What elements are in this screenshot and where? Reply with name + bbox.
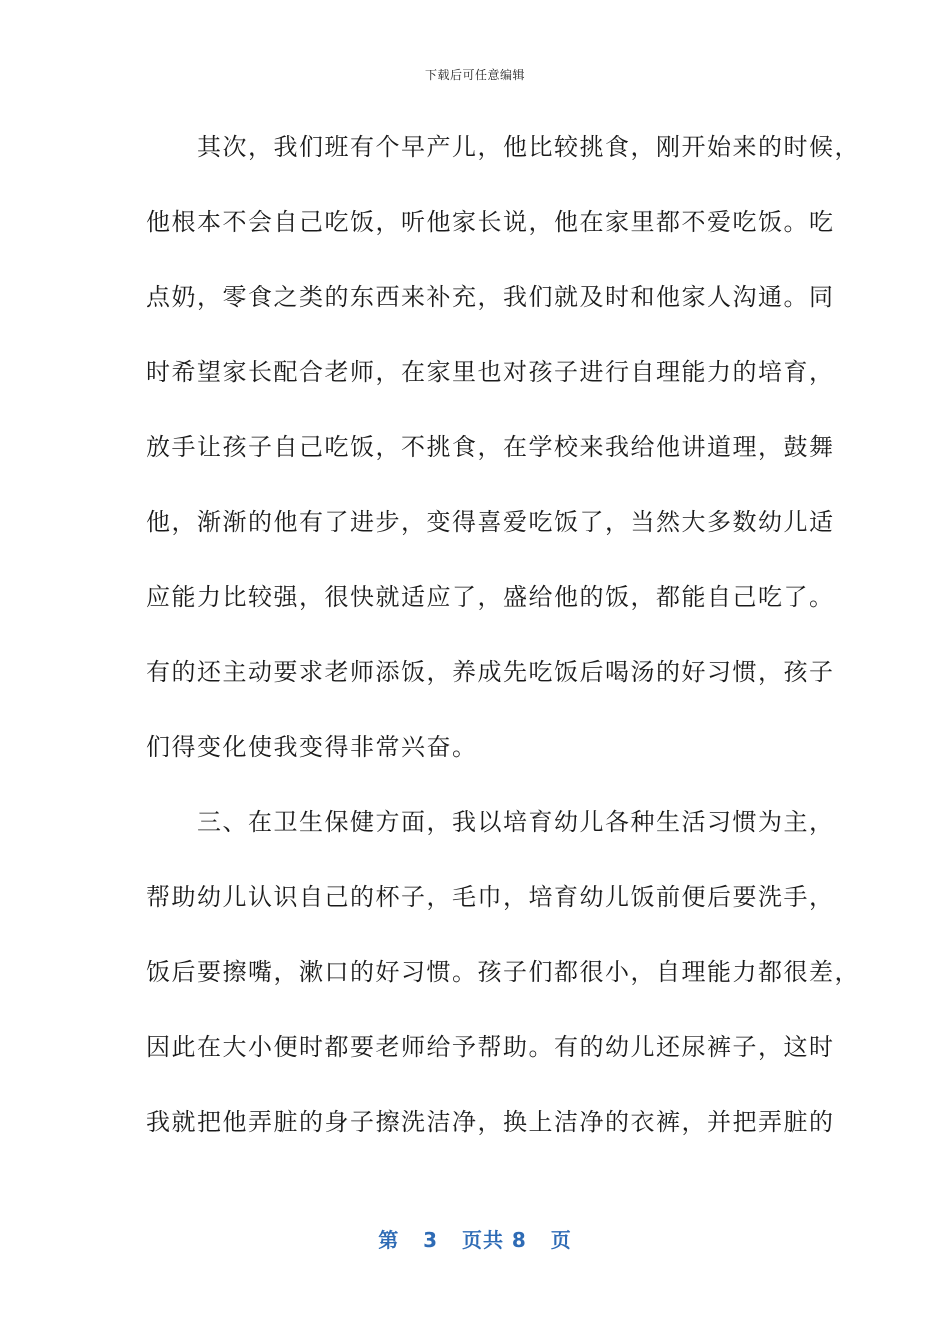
current-page-number: 3 [423, 1228, 439, 1252]
text-line: 放手让孩子自己吃饭，不挑食，在学校来我给他讲道理，鼓舞 [146, 433, 835, 461]
text-line: 三、在卫生保健方面，我以培育幼儿各种生活习惯为主， [146, 808, 835, 836]
text-line: 饭后要擦嘴，漱口的好习惯。孩子们都很小，自理能力都很差， [146, 958, 860, 986]
text-line: 有的还主动要求老师添饭，养成先吃饭后喝汤的好习惯，孩子 [146, 658, 835, 686]
text-line: 点奶，零食之类的东西来补充，我们就及时和他家人沟通。同 [146, 283, 835, 311]
header-note: 下载后可任意编辑 [424, 68, 525, 82]
text-line: 们得变化使我变得非常兴奋。 [146, 733, 478, 761]
total-pages-number: 8 [511, 1228, 527, 1252]
body-text [146, 122, 860, 1172]
page-number-footer [0, 1224, 950, 1253]
text-line: 其次，我们班有个早产儿，他比较挑食，刚开始来的时候， [146, 133, 860, 161]
text-line: 他，渐渐的他有了进步，变得喜爱吃饭了，当然大多数幼儿适 [146, 508, 835, 536]
text-line: 他根本不会自己吃饭，听他家长说，他在家里都不爱吃饭。吃 [146, 208, 835, 236]
page-label-suffix: 页 [550, 1228, 572, 1252]
text-line: 因此在大小便时都要老师给予帮助。有的幼儿还尿裤子，这时 [146, 1033, 835, 1061]
page-label-middle: 页共 [461, 1228, 504, 1252]
text-line: 我就把他弄脏的身子擦洗洁净，换上洁净的衣裤，并把弄脏的 [146, 1108, 835, 1136]
page-label-prefix: 第 [378, 1228, 400, 1252]
text-line: 应能力比较强，很快就适应了，盛给他的饭，都能自己吃了。 [146, 583, 835, 611]
text-line: 时希望家长配合老师，在家里也对孩子进行自理能力的培育， [146, 358, 835, 386]
text-line: 帮助幼儿认识自己的杯子，毛巾，培育幼儿饭前便后要洗手， [146, 883, 835, 911]
